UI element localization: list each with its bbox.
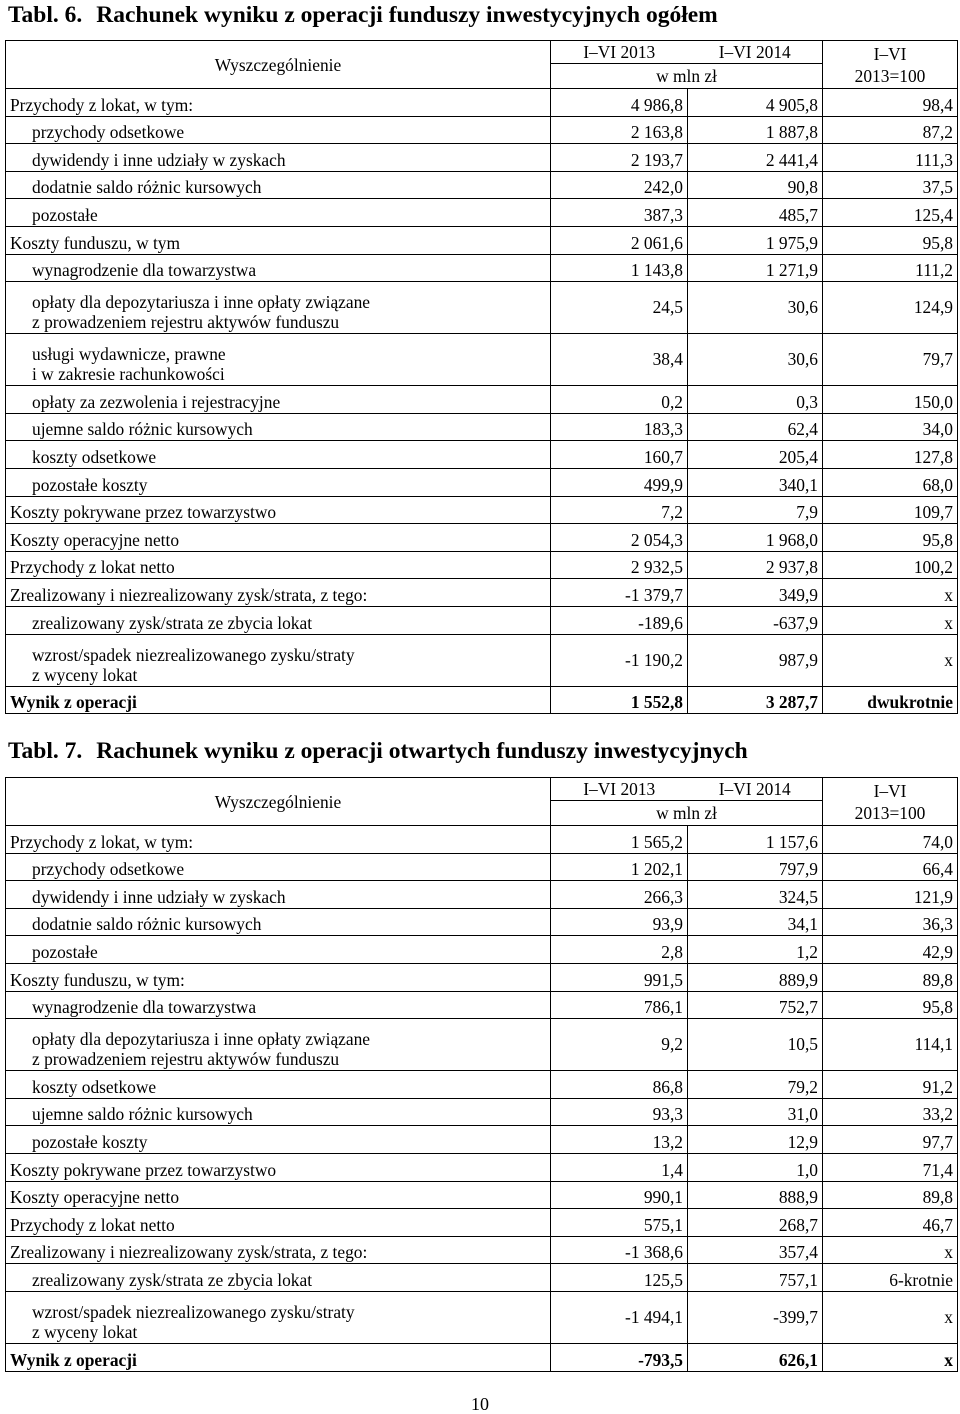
table-row [6, 171, 958, 199]
value-index: 121,9 [823, 881, 958, 909]
value-2014: -637,9 [688, 606, 823, 634]
value-index: 111,3 [823, 144, 958, 172]
value-2013: 93,3 [551, 1098, 688, 1126]
value-2013: 1 565,2 [551, 826, 688, 854]
row-label: Koszty pokrywane przez towarzystwo [6, 496, 551, 524]
page-number: 10 [471, 1394, 489, 1414]
value-2013: 1 143,8 [551, 254, 688, 282]
row-label: pozostałe [6, 936, 551, 964]
table-row [6, 1126, 958, 1154]
table-row [6, 579, 958, 607]
table-row [6, 386, 958, 414]
value-2013: 387,3 [551, 199, 688, 227]
value-2014: 62,4 [688, 413, 823, 441]
value-2014: -399,7 [688, 1291, 823, 1343]
row-label-line-2: z wyceny lokat [32, 664, 138, 685]
table-row [6, 468, 958, 496]
table-row [6, 1264, 958, 1292]
table-row [6, 441, 958, 469]
value-index: x [823, 1343, 958, 1371]
value-index: 89,8 [823, 963, 958, 991]
value-2014: 987,9 [688, 634, 823, 686]
value-index: x [823, 606, 958, 634]
table-row [6, 334, 958, 386]
value-2013: -1 494,1 [551, 1291, 688, 1343]
table-row [6, 1019, 958, 1071]
header-col-2014: I–VI 2014 [688, 778, 823, 801]
value-2014: 485,7 [688, 199, 823, 227]
row-label-line-2: z prowadzeniem rejestru aktywów funduszu [32, 1049, 340, 1070]
value-2014: 1 157,6 [688, 826, 823, 854]
value-2013: 499,9 [551, 468, 688, 496]
value-2014: 1 968,0 [688, 524, 823, 552]
row-label-line-2: z prowadzeniem rejestru aktywów funduszu [32, 312, 340, 333]
row-label: zrealizowany zysk/strata ze zbycia lokat [6, 1264, 551, 1292]
value-index: 89,8 [823, 1181, 958, 1209]
value-2013: 1 202,1 [551, 853, 688, 881]
table-7 [5, 777, 958, 1372]
row-label: Zrealizowany i niezrealizowany zysk/strata, z tego: [6, 1236, 551, 1264]
table-row [6, 908, 958, 936]
table-row [6, 606, 958, 634]
value-index: 124,9 [823, 282, 958, 334]
table-row [6, 226, 958, 254]
value-2014: 1,0 [688, 1153, 823, 1181]
value-2014: 10,5 [688, 1019, 823, 1071]
row-label: Wynik z operacji [6, 686, 551, 714]
row-label: dodatnie saldo różnic kursowych [6, 908, 551, 936]
value-2014: 1 887,8 [688, 116, 823, 144]
table-row [6, 254, 958, 282]
table-row [6, 881, 958, 909]
value-2013: 2 054,3 [551, 524, 688, 552]
value-2014: 34,1 [688, 908, 823, 936]
value-2014: 12,9 [688, 1126, 823, 1154]
value-index: 36,3 [823, 908, 958, 936]
table-row [6, 413, 958, 441]
value-2013: 2 163,8 [551, 116, 688, 144]
value-2013: 2 932,5 [551, 551, 688, 579]
header-label: Wyszczególnienie [6, 41, 551, 89]
value-2014: 1,2 [688, 936, 823, 964]
value-2014: 349,9 [688, 579, 823, 607]
row-label: Zrealizowany i niezrealizowany zysk/strata, z tego: [6, 579, 551, 607]
row-label-line-1: opłaty dla depozytariusza i inne opłaty związane [32, 292, 371, 313]
table-row [6, 1071, 958, 1099]
value-index: 34,0 [823, 413, 958, 441]
value-2014: 2 937,8 [688, 551, 823, 579]
value-2013: 0,2 [551, 386, 688, 414]
table-row-total [6, 1343, 958, 1371]
header-index [823, 778, 958, 826]
row-label: Koszty pokrywane przez towarzystwo [6, 1153, 551, 1181]
value-2013: -1 190,2 [551, 634, 688, 686]
value-2014: 7,9 [688, 496, 823, 524]
value-2014: 4 905,8 [688, 89, 823, 117]
value-2014: 3 287,7 [688, 686, 823, 714]
row-label: dywidendy i inne udziały w zyskach [6, 881, 551, 909]
row-label: dywidendy i inne udziały w zyskach [6, 144, 551, 172]
row-label-line-2: z wyceny lokat [32, 1321, 138, 1342]
header-index [823, 41, 958, 89]
row-label: pozostałe [6, 199, 551, 227]
row-label: ujemne saldo różnic kursowych [6, 413, 551, 441]
value-2013: 1 552,8 [551, 686, 688, 714]
table-row [6, 853, 958, 881]
value-index: 6-krotnie [823, 1264, 958, 1292]
row-label: pozostałe koszty [6, 468, 551, 496]
value-2013: 575,1 [551, 1209, 688, 1237]
row-label: Wynik z operacji [6, 1343, 551, 1371]
row-label: Koszty operacyjne netto [6, 1181, 551, 1209]
value-index: 98,4 [823, 89, 958, 117]
row-label: dodatnie saldo różnic kursowych [6, 171, 551, 199]
value-index: 125,4 [823, 199, 958, 227]
value-2013: 1,4 [551, 1153, 688, 1181]
row-label: Koszty funduszu, w tym [6, 226, 551, 254]
value-2013: 2 193,7 [551, 144, 688, 172]
value-2013: 2,8 [551, 936, 688, 964]
value-index: 109,7 [823, 496, 958, 524]
table-7-caption: Rachunek wyniku z operacji otwartych funduszy inwestycyjnych [96, 738, 748, 764]
value-2014: 752,7 [688, 991, 823, 1019]
header-unit: w mln zł [551, 801, 823, 826]
row-label [6, 334, 551, 386]
value-2013: 183,3 [551, 413, 688, 441]
header-col-2014: I–VI 2014 [688, 41, 823, 64]
row-label: pozostałe koszty [6, 1126, 551, 1154]
row-label-line-1: opłaty dla depozytariusza i inne opłaty związane [32, 1029, 371, 1050]
row-label-line-1: wzrost/spadek niezrealizowanego zysku/straty [32, 1301, 355, 1322]
row-label: przychody odsetkowe [6, 116, 551, 144]
value-2013: 86,8 [551, 1071, 688, 1099]
value-2013: 93,9 [551, 908, 688, 936]
value-index: 74,0 [823, 826, 958, 854]
value-2013: 2 061,6 [551, 226, 688, 254]
value-index: x [823, 1236, 958, 1264]
header-index-top: I–VI [873, 43, 907, 64]
header-index-bottom: 2013=100 [854, 802, 926, 823]
value-index: x [823, 579, 958, 607]
table-6-label: Tabl. 6. [8, 2, 83, 28]
value-2014: 1 975,9 [688, 226, 823, 254]
value-2014: 340,1 [688, 468, 823, 496]
row-label [6, 1291, 551, 1343]
row-label: Koszty operacyjne netto [6, 524, 551, 552]
value-2013: -793,5 [551, 1343, 688, 1371]
row-label [6, 1019, 551, 1071]
value-2014: 888,9 [688, 1181, 823, 1209]
value-index: 46,7 [823, 1209, 958, 1237]
table-row-total [6, 686, 958, 714]
table-row [6, 936, 958, 964]
row-label: koszty odsetkowe [6, 1071, 551, 1099]
table-row [6, 496, 958, 524]
value-2013: 38,4 [551, 334, 688, 386]
value-2014: 90,8 [688, 171, 823, 199]
value-index: 127,8 [823, 441, 958, 469]
row-label: koszty odsetkowe [6, 441, 551, 469]
table-row [6, 991, 958, 1019]
value-index: 37,5 [823, 171, 958, 199]
row-label [6, 634, 551, 686]
table-row [6, 282, 958, 334]
value-2013: 4 986,8 [551, 89, 688, 117]
value-2014: 324,5 [688, 881, 823, 909]
table-6-title [8, 2, 718, 29]
header-index-top: I–VI [873, 780, 907, 801]
row-label: zrealizowany zysk/strata ze zbycia lokat [6, 606, 551, 634]
row-label: Przychody z lokat netto [6, 1209, 551, 1237]
row-label: Przychody z lokat netto [6, 551, 551, 579]
table-row [6, 1209, 958, 1237]
row-label-line-1: wzrost/spadek niezrealizowanego zysku/straty [32, 644, 355, 665]
value-2013: 242,0 [551, 171, 688, 199]
value-2013: 13,2 [551, 1126, 688, 1154]
value-2014: 2 441,4 [688, 144, 823, 172]
value-index: 95,8 [823, 226, 958, 254]
row-label-line-2: i w zakresie rachunkowości [32, 364, 225, 385]
value-index: 68,0 [823, 468, 958, 496]
value-2014: 889,9 [688, 963, 823, 991]
value-2014: 30,6 [688, 282, 823, 334]
value-2014: 797,9 [688, 853, 823, 881]
value-2013: -1 368,6 [551, 1236, 688, 1264]
table-7-title [8, 738, 748, 765]
value-2013: 125,5 [551, 1264, 688, 1292]
header-index-bottom: 2013=100 [854, 65, 926, 86]
value-index: 66,4 [823, 853, 958, 881]
value-2013: 9,2 [551, 1019, 688, 1071]
row-label: opłaty za zezwolenia i rejestracyjne [6, 386, 551, 414]
value-2014: 30,6 [688, 334, 823, 386]
value-index: 71,4 [823, 1153, 958, 1181]
value-index: 91,2 [823, 1071, 958, 1099]
row-label: wynagrodzenie dla towarzystwa [6, 991, 551, 1019]
value-2013: 266,3 [551, 881, 688, 909]
table-row [6, 1181, 958, 1209]
value-2014: 1 271,9 [688, 254, 823, 282]
row-label: wynagrodzenie dla towarzystwa [6, 254, 551, 282]
table-row [6, 199, 958, 227]
value-2013: 24,5 [551, 282, 688, 334]
value-index: 150,0 [823, 386, 958, 414]
value-2013: 786,1 [551, 991, 688, 1019]
header-label: Wyszczególnienie [6, 778, 551, 826]
table-row [6, 116, 958, 144]
value-index: 79,7 [823, 334, 958, 386]
value-2013: 7,2 [551, 496, 688, 524]
value-index: 95,8 [823, 524, 958, 552]
table-6 [5, 40, 958, 714]
table-row [6, 1291, 958, 1343]
value-index: 97,7 [823, 1126, 958, 1154]
value-2014: 757,1 [688, 1264, 823, 1292]
value-index: dwukrotnie [823, 686, 958, 714]
row-label: Przychody z lokat, w tym: [6, 826, 551, 854]
value-2014: 79,2 [688, 1071, 823, 1099]
table-row [6, 826, 958, 854]
value-index: 33,2 [823, 1098, 958, 1126]
table-row [6, 524, 958, 552]
value-2013: 990,1 [551, 1181, 688, 1209]
value-index: 95,8 [823, 991, 958, 1019]
row-label [6, 282, 551, 334]
value-2014: 0,3 [688, 386, 823, 414]
value-index: 100,2 [823, 551, 958, 579]
header-col-2013: I–VI 2013 [551, 778, 688, 801]
value-2014: 357,4 [688, 1236, 823, 1264]
value-index: 111,2 [823, 254, 958, 282]
value-index: x [823, 634, 958, 686]
table-row [6, 634, 958, 686]
value-index: x [823, 1291, 958, 1343]
table-row [6, 1236, 958, 1264]
header-col-2013: I–VI 2013 [551, 41, 688, 64]
table-6-caption: Rachunek wyniku z operacji funduszy inwestycyjnych ogółem [96, 2, 718, 28]
table-row [6, 963, 958, 991]
value-index: 42,9 [823, 936, 958, 964]
table-row [6, 144, 958, 172]
value-index: 87,2 [823, 116, 958, 144]
table-row [6, 551, 958, 579]
row-label: Koszty funduszu, w tym: [6, 963, 551, 991]
table-7-label: Tabl. 7. [8, 738, 83, 764]
value-2013: -1 379,7 [551, 579, 688, 607]
header-unit: w mln zł [551, 64, 823, 89]
row-label-line-1: usługi wydawnicze, prawne [32, 344, 226, 365]
value-index: 114,1 [823, 1019, 958, 1071]
table-row [6, 1153, 958, 1181]
value-2013: -189,6 [551, 606, 688, 634]
value-2014: 205,4 [688, 441, 823, 469]
value-2014: 626,1 [688, 1343, 823, 1371]
row-label: przychody odsetkowe [6, 853, 551, 881]
value-2014: 268,7 [688, 1209, 823, 1237]
value-2013: 160,7 [551, 441, 688, 469]
value-2014: 31,0 [688, 1098, 823, 1126]
row-label: ujemne saldo różnic kursowych [6, 1098, 551, 1126]
row-label: Przychody z lokat, w tym: [6, 89, 551, 117]
table-row [6, 89, 958, 117]
value-2013: 991,5 [551, 963, 688, 991]
table-row [6, 1098, 958, 1126]
